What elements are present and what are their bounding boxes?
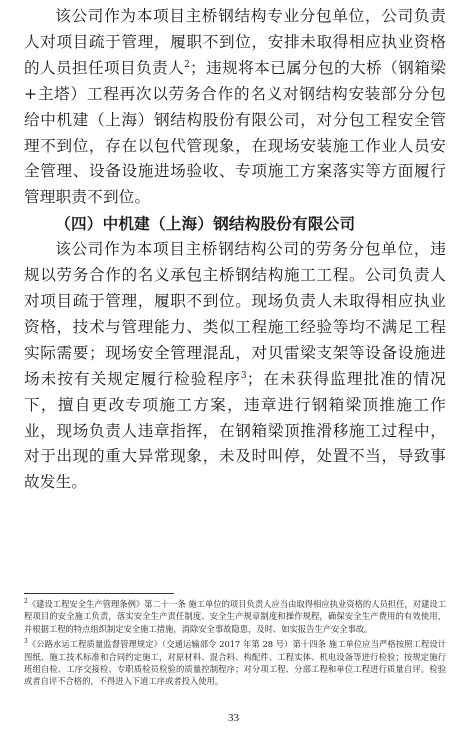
footnote-text: 《公路水运工程质量监督管理规定》（交通运输部令 2017 年第 28 号）第十四条 施工单位应当严格按照工程设计图纸、施工技术标准和合同约定施工，对原材料、混合料、构配件、工程实体、机电设备等进行检验；按规定施行班组自检、工序交接检、专职质检员检验的质量控制程序；对分项工程、分部工程和单位工程进行质量自评。检验或者自评不合格的，不得进入下道工序或者投入使用。 xyxy=(24,639,446,687)
paragraph-text: 该公司作为本项目主桥钢结构专业分包单位，公司负责人对项目疏于管理，履职不到位，安排未取得相应执业资格的人员担任项目负责人 xyxy=(24,7,446,77)
footnote-mark: 2 xyxy=(24,598,28,606)
paragraph-text: ；在未获得监理批准的情况下，擅自更改专项施工方案，违章进行钢箱梁顶推施工作业，现场负责人违章指挥，在钢箱梁顶推滑移施工过程中，对于出现的重大异常现象，未及时叫停，处置不当，导致事故发生。 xyxy=(24,369,446,492)
footnotes xyxy=(24,598,446,691)
footnote-3 xyxy=(24,638,446,688)
paragraph-text: ；违规将本已属分包的大桥（钢箱梁+主塔）工程再次以劳务合作的名义对钢结构安装部分分包给中机建（上海）钢结构股份有限公司，对分包工程安全管理不到位，存在以包代管现象，在现场安装施工作业人员安全管理、设备设施进场验收、专项施工方案落实等方面履行管理职责不到位。 xyxy=(24,58,446,207)
footnote-reference[interactable]: 3 xyxy=(240,370,247,381)
body-text xyxy=(24,4,446,496)
section-heading: （四）中机建（上海）钢结构股份有限公司 xyxy=(55,214,356,234)
paragraph-labor-subcontractor xyxy=(24,237,446,496)
footnote-divider xyxy=(24,593,174,594)
footnote-mark: 3 xyxy=(24,638,28,646)
paragraph-contractor-responsibility xyxy=(24,4,446,211)
page-number: 33 xyxy=(228,712,239,724)
paragraph-text: 该公司作为本项目主桥钢结构公司的劳务分包单位，违规以劳务合作的名义承包主桥钢结构施工工程。公司负责人对项目疏于管理，履职不到位。现场负责人未取得相应执业资格，技术与管理能力、类似工程施工经验等均不满足工程实际需要；现场安全管理混乱，对贝雷梁支架等设备设施进场未按有关规定履行检验程序 xyxy=(24,240,446,388)
footnote-2 xyxy=(24,598,446,635)
footnote-reference[interactable]: 2 xyxy=(184,59,191,70)
footnote-text: 《建设工程安全生产管理条例》第二十一条 施工单位的项目负责人应当由取得相应执业资格的人员担任，对建设工程项目的安全施工负责，落实安全生产责任制度、安全生产规章制度和操作规程，确保安全生产费用的有效使用，并根据工程的特点组织制定安全施工措施，消除安全事故隐患，及时、如实报告生产安全事故。 xyxy=(24,599,446,634)
